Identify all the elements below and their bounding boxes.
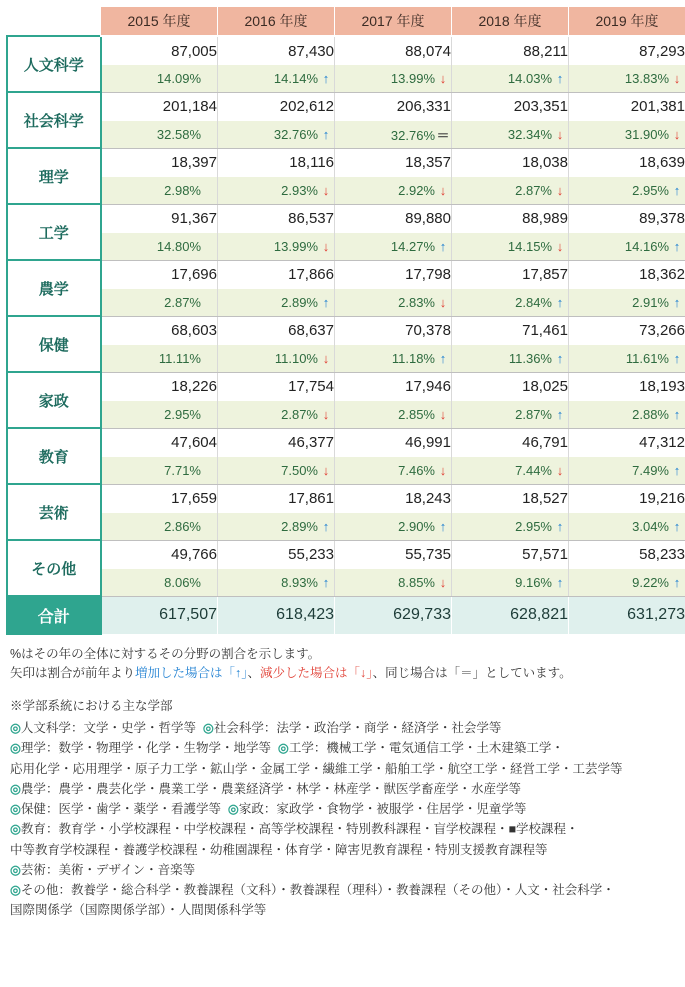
- trend-arrow-icon: ↓: [439, 462, 447, 478]
- count-cell: 18,357: [335, 148, 452, 177]
- enrollment-table: [6, 6, 685, 635]
- trend-arrow-icon: ↓: [439, 70, 447, 86]
- count-cell: 70,378: [335, 316, 452, 345]
- pct-cell: 2.84% ↑: [452, 289, 569, 316]
- pct-cell: 13.99% ↓: [218, 233, 335, 260]
- trend-arrow-icon: ↑: [322, 70, 330, 86]
- table-row-pct: [7, 233, 685, 260]
- trend-arrow-icon: ↑: [322, 294, 330, 310]
- header-corner-blank: [7, 7, 101, 37]
- count-cell: 18,243: [335, 484, 452, 513]
- pct-cell: 2.98%: [101, 177, 218, 204]
- pct-cell: 14.03% ↑: [452, 65, 569, 92]
- table-row: [7, 204, 685, 233]
- table-row: [7, 484, 685, 513]
- count-cell: 201,381: [569, 92, 685, 121]
- legend-desc: ：教育学・小学校課程・中学校課程・高等学校課程・特別教科課程・盲学校課程・■学校課程・: [45, 822, 579, 837]
- count-cell: 46,377: [218, 428, 335, 457]
- count-cell: 206,331: [335, 92, 452, 121]
- pct-cell: 14.14% ↑: [218, 65, 335, 92]
- trend-arrow-icon: ↓: [556, 462, 564, 478]
- note-line-2: [10, 664, 677, 683]
- pct-cell: 2.83% ↓: [335, 289, 452, 316]
- pct-cell: 32.34% ↓: [452, 121, 569, 148]
- count-cell: 17,696: [101, 260, 218, 289]
- trend-arrow-icon: ↑: [439, 518, 447, 534]
- trend-arrow-icon: ↓: [439, 294, 447, 310]
- count-cell: 91,367: [101, 204, 218, 233]
- trend-arrow-icon: ↑: [439, 350, 447, 366]
- count-cell: 19,216: [569, 484, 685, 513]
- count-cell: 17,798: [335, 260, 452, 289]
- count-cell: 17,857: [452, 260, 569, 289]
- count-cell: 202,612: [218, 92, 335, 121]
- count-cell: 18,025: [452, 372, 569, 401]
- header-year-4: 2019 年度: [569, 7, 685, 37]
- bullet-icon: ◎: [10, 802, 21, 816]
- trend-arrow-icon: ↑: [673, 574, 681, 590]
- legend-name: その他: [20, 883, 59, 897]
- table-row-pct: [7, 513, 685, 540]
- pct-cell: 7.71%: [101, 457, 218, 484]
- row-label: その他: [7, 540, 101, 596]
- pct-cell: 14.80%: [101, 233, 218, 260]
- trend-arrow-icon: ↑: [556, 70, 564, 86]
- count-cell: 58,233: [569, 540, 685, 569]
- header-year-1: 2016 年度: [218, 7, 335, 37]
- bullet-icon: ◎: [10, 822, 21, 837]
- pct-cell: 2.95% ↑: [452, 513, 569, 540]
- trend-arrow-icon: ↑: [673, 182, 681, 198]
- legend-name: 家政: [238, 802, 264, 816]
- pct-cell: 2.95% ↑: [569, 177, 685, 204]
- header-year-3: 2018 年度: [452, 7, 569, 37]
- legend-desc: ：文学・史学・哲学等: [70, 721, 196, 735]
- count-cell: 18,038: [452, 148, 569, 177]
- note-2-b: 、同じ場合は「＝」としています。: [372, 666, 572, 681]
- count-cell: 89,880: [335, 204, 452, 233]
- table-row: [7, 148, 685, 177]
- table-row-pct: [7, 177, 685, 204]
- count-cell: 49,766: [101, 540, 218, 569]
- trend-arrow-icon: ↓: [556, 182, 564, 198]
- table-row: [7, 36, 685, 65]
- pct-cell: 7.46% ↓: [335, 457, 452, 484]
- pct-cell: 2.88% ↑: [569, 401, 685, 428]
- legend-line: [10, 819, 677, 839]
- count-cell: 18,527: [452, 484, 569, 513]
- trend-arrow-icon: ↑: [556, 294, 564, 310]
- pct-cell: 14.27% ↑: [335, 233, 452, 260]
- count-cell: 47,312: [569, 428, 685, 457]
- legend-title: ※学部系統における主な学部: [10, 698, 173, 713]
- count-cell: 88,989: [452, 204, 569, 233]
- table-body: [7, 36, 685, 634]
- pct-cell: 8.06%: [101, 569, 218, 596]
- pct-cell: 14.15% ↓: [452, 233, 569, 260]
- pct-cell: 2.89% ↑: [218, 513, 335, 540]
- legend-desc: ：家政学・食物学・被服学・住居学・児童学等: [263, 802, 527, 816]
- count-cell: 88,211: [452, 36, 569, 65]
- bullet-icon: ◎: [10, 883, 21, 897]
- trend-arrow-icon: ↑: [673, 294, 681, 310]
- legend-line: [10, 738, 677, 758]
- legend-desc: ：教養学・総合科学・教養課程（文科）・教養課程（理科）・教養課程（その他）・人文・社会科学・: [58, 883, 615, 897]
- bullet-icon: ◎: [10, 721, 21, 735]
- note-2-down: 減少した場合は「↓」: [260, 666, 373, 681]
- pct-cell: 8.93% ↑: [218, 569, 335, 596]
- count-cell: 17,866: [218, 260, 335, 289]
- note-2-a: 矢印は割合が前年より: [10, 666, 136, 681]
- pct-cell: 32.58%: [101, 121, 218, 148]
- trend-arrow-icon: ↑: [322, 518, 330, 534]
- legend-line: [10, 900, 677, 920]
- table-notes: [10, 645, 677, 684]
- legend-desc: ：法学・政治学・商学・経済学・社会学等: [263, 721, 502, 735]
- bullet-icon: ◎: [277, 741, 289, 756]
- pct-cell: 2.91% ↑: [569, 289, 685, 316]
- pct-cell: 7.49% ↑: [569, 457, 685, 484]
- trend-arrow-icon: ↑: [673, 462, 681, 478]
- count-cell: 87,293: [569, 36, 685, 65]
- legend-name: 保健: [20, 802, 46, 816]
- legend-desc: ：機械工学・電気通信工学・土木建築工学・: [313, 741, 564, 756]
- pct-cell: 32.76% ↑: [218, 121, 335, 148]
- count-cell: 89,378: [569, 204, 685, 233]
- count-cell: 17,861: [218, 484, 335, 513]
- table-row-pct: [7, 457, 685, 484]
- pct-cell: 31.90% ↓: [569, 121, 685, 148]
- row-label: 人文科学: [7, 36, 101, 92]
- count-cell: 55,735: [335, 540, 452, 569]
- pct-cell: 9.22% ↑: [569, 569, 685, 596]
- pct-cell: 2.87%: [101, 289, 218, 316]
- count-cell: 88,074: [335, 36, 452, 65]
- trend-arrow-icon: ↓: [439, 574, 447, 590]
- count-cell: 17,754: [218, 372, 335, 401]
- row-label: 芸術: [7, 484, 101, 540]
- bullet-icon: ◎: [202, 721, 214, 735]
- legend-name: 社会科学: [213, 721, 264, 735]
- pct-cell: 2.93% ↓: [218, 177, 335, 204]
- count-cell: 47,604: [101, 428, 218, 457]
- count-cell: 68,603: [101, 316, 218, 345]
- trend-arrow-icon: ↑: [322, 574, 330, 590]
- row-label: 社会科学: [7, 92, 101, 148]
- bullet-icon: ◎: [10, 781, 21, 796]
- legend-desc: ：農学・農芸化学・農業工学・農業経済学・林学・林産学・獣医学畜産学・水産学等: [45, 781, 521, 796]
- legend-name: 農学: [20, 781, 46, 796]
- pct-cell: 13.99% ↓: [335, 65, 452, 92]
- row-label: 家政: [7, 372, 101, 428]
- count-cell: 68,637: [218, 316, 335, 345]
- pct-cell: 14.16% ↑: [569, 233, 685, 260]
- pct-cell: 8.85% ↓: [335, 569, 452, 596]
- total-cell: 631,273: [569, 596, 685, 634]
- count-cell: 46,991: [335, 428, 452, 457]
- pct-cell: 7.50% ↓: [218, 457, 335, 484]
- trend-arrow-icon: ↑: [556, 406, 564, 422]
- table-row: [7, 92, 685, 121]
- legend-desc: ：美術・デザイン・音楽等: [45, 862, 196, 877]
- pct-cell: 2.92% ↓: [335, 177, 452, 204]
- count-cell: 57,571: [452, 540, 569, 569]
- row-label: 工学: [7, 204, 101, 260]
- pct-cell: 2.87% ↓: [452, 177, 569, 204]
- pct-cell: 2.90% ↑: [335, 513, 452, 540]
- legend-block: [10, 696, 677, 921]
- legend-line: [10, 840, 677, 860]
- bullet-icon: ◎: [227, 802, 239, 816]
- legend-name: 教育: [20, 822, 46, 837]
- trend-arrow-icon: ↑: [556, 574, 564, 590]
- note-2-mid: 、: [247, 666, 261, 681]
- count-cell: 18,397: [101, 148, 218, 177]
- legend-line: [10, 779, 677, 799]
- pct-cell: 14.09%: [101, 65, 218, 92]
- trend-arrow-icon: ↓: [322, 462, 330, 478]
- legend-desc: 中等教育学校課程・養護学校課程・幼稚園課程・体育学・障害児教育課程・特別支援教育課程等: [10, 842, 548, 857]
- pct-cell: 2.89% ↑: [218, 289, 335, 316]
- total-cell: 629,733: [335, 596, 452, 634]
- count-cell: 18,116: [218, 148, 335, 177]
- legend-line: [10, 718, 677, 738]
- count-cell: 46,791: [452, 428, 569, 457]
- note-2-up: 増加した場合は「↑」: [135, 666, 248, 681]
- trend-arrow-icon: ↑: [556, 518, 564, 534]
- trend-arrow-icon: ↓: [556, 238, 564, 254]
- count-cell: 18,639: [569, 148, 685, 177]
- count-cell: 55,233: [218, 540, 335, 569]
- table-row: [7, 260, 685, 289]
- total-cell: 618,423: [218, 596, 335, 634]
- trend-arrow-icon: ↓: [673, 126, 681, 142]
- count-cell: 86,537: [218, 204, 335, 233]
- legend-name: 理学: [20, 741, 46, 756]
- pct-cell: 13.83% ↓: [569, 65, 685, 92]
- total-cell: 628,821: [452, 596, 569, 634]
- trend-arrow-icon: ↑: [673, 406, 681, 422]
- count-cell: 201,184: [101, 92, 218, 121]
- trend-arrow-icon: ↓: [322, 350, 330, 366]
- legend-name: 芸術: [20, 862, 46, 877]
- count-cell: 73,266: [569, 316, 685, 345]
- trend-arrow-icon: ↓: [673, 70, 681, 86]
- trend-arrow-icon: ＝: [436, 127, 450, 143]
- legend-desc: 応用化学・応用理学・原子力工学・鉱山学・金属工学・繊維工学・船舶工学・航空工学・経営工学・工芸学等: [10, 761, 623, 776]
- count-cell: 17,946: [335, 372, 452, 401]
- legend-line: [10, 860, 677, 880]
- legend-desc: 国際関係学（国際関係学部）・人間関係科学等: [10, 903, 267, 918]
- table-row-pct: [7, 121, 685, 148]
- trend-arrow-icon: ↑: [322, 126, 330, 142]
- table-row: [7, 316, 685, 345]
- pct-cell: 2.85% ↓: [335, 401, 452, 428]
- table-row: [7, 540, 685, 569]
- trend-arrow-icon: ↓: [439, 182, 447, 198]
- legend-line: [10, 880, 677, 900]
- count-cell: 87,005: [101, 36, 218, 65]
- pct-cell: 2.95%: [101, 401, 218, 428]
- legend-line: [10, 759, 677, 779]
- pct-cell: 2.86%: [101, 513, 218, 540]
- row-label: 農学: [7, 260, 101, 316]
- note-line-1: %はその年の全体に対するその分野の割合を示します。: [10, 647, 321, 661]
- table-row-pct: [7, 289, 685, 316]
- trend-arrow-icon: ↑: [673, 518, 681, 534]
- trend-arrow-icon: ↓: [322, 238, 330, 254]
- table-row-pct: [7, 345, 685, 372]
- row-label: 保健: [7, 316, 101, 372]
- bullet-icon: ◎: [10, 741, 21, 756]
- pct-cell: 9.16% ↑: [452, 569, 569, 596]
- header-year-0: 2015 年度: [101, 7, 218, 37]
- total-label: 合計: [7, 596, 101, 634]
- pct-cell: 3.04% ↑: [569, 513, 685, 540]
- count-cell: 18,226: [101, 372, 218, 401]
- count-cell: 18,362: [569, 260, 685, 289]
- pct-cell: 7.44% ↓: [452, 457, 569, 484]
- table-row-pct: [7, 65, 685, 92]
- table-row: [7, 372, 685, 401]
- pct-cell: 2.87% ↑: [452, 401, 569, 428]
- table-row-pct: [7, 401, 685, 428]
- trend-arrow-icon: ↑: [673, 238, 681, 254]
- count-cell: 17,659: [101, 484, 218, 513]
- legend-desc: ：医学・歯学・薬学・看護学等: [45, 802, 221, 816]
- pct-cell: 11.10% ↓: [218, 345, 335, 372]
- pct-cell: 11.36% ↑: [452, 345, 569, 372]
- legend-desc: ：数学・物理学・化学・生物学・地学等: [45, 741, 271, 756]
- table-total-row: [7, 596, 685, 634]
- trend-arrow-icon: ↑: [439, 238, 447, 254]
- pct-cell: 32.76%＝: [335, 121, 452, 148]
- count-cell: 18,193: [569, 372, 685, 401]
- pct-cell: 11.18% ↑: [335, 345, 452, 372]
- legend-name: 工学: [288, 741, 314, 756]
- row-label: 理学: [7, 148, 101, 204]
- trend-arrow-icon: ↓: [322, 406, 330, 422]
- total-cell: 617,507: [101, 596, 218, 634]
- bullet-icon: ◎: [10, 862, 21, 877]
- count-cell: 71,461: [452, 316, 569, 345]
- legend-name: 人文科学: [20, 721, 71, 735]
- table-row: [7, 428, 685, 457]
- table-row-pct: [7, 569, 685, 596]
- trend-arrow-icon: ↓: [556, 126, 564, 142]
- trend-arrow-icon: ↓: [439, 406, 447, 422]
- pct-cell: 2.87% ↓: [218, 401, 335, 428]
- row-label: 教育: [7, 428, 101, 484]
- trend-arrow-icon: ↑: [556, 350, 564, 366]
- pct-cell: 11.61% ↑: [569, 345, 685, 372]
- table-header-row: [7, 7, 685, 37]
- trend-arrow-icon: ↓: [322, 182, 330, 198]
- legend-line: [10, 799, 677, 819]
- header-year-2: 2017 年度: [335, 7, 452, 37]
- count-cell: 87,430: [218, 36, 335, 65]
- trend-arrow-icon: ↑: [673, 350, 681, 366]
- count-cell: 203,351: [452, 92, 569, 121]
- pct-cell: 11.11%: [101, 345, 218, 372]
